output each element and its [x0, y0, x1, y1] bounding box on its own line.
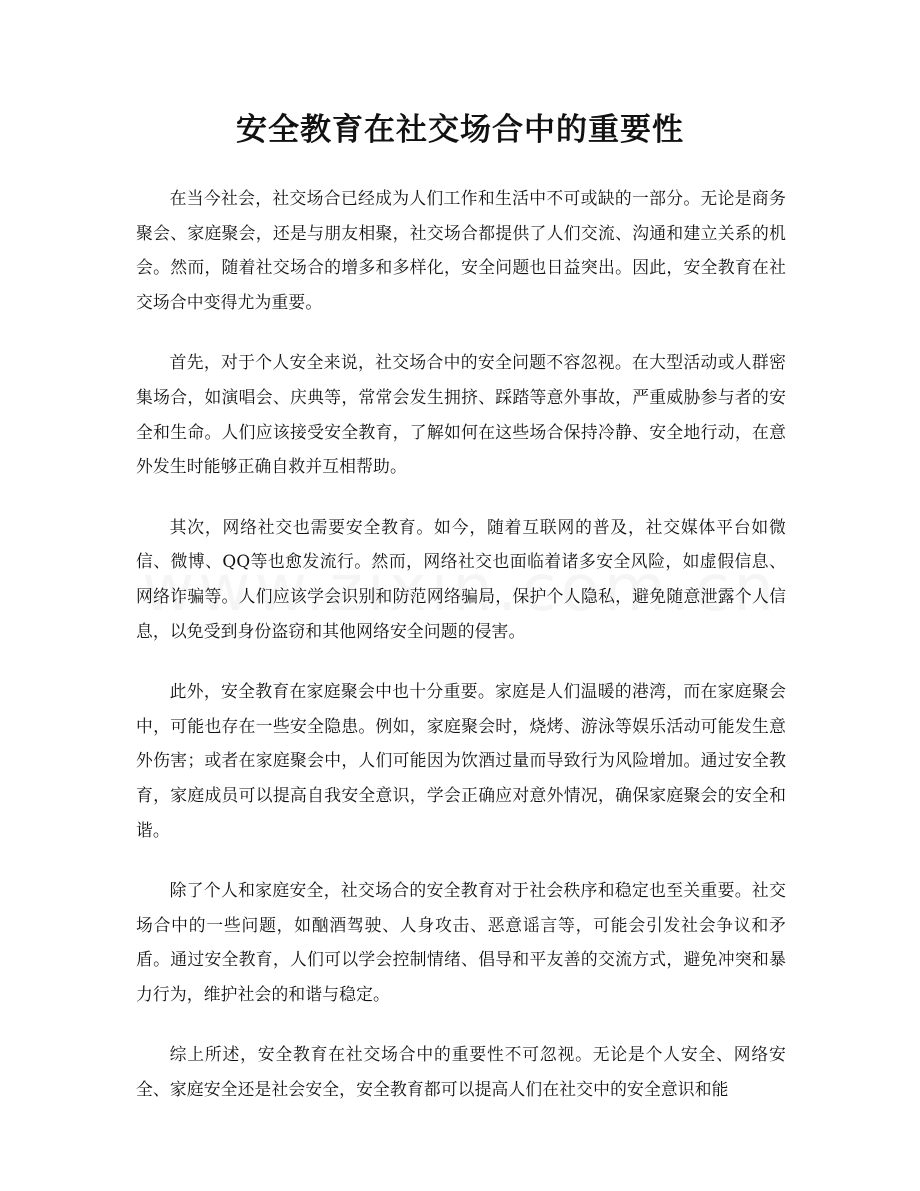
- paragraph-4: 此外，安全教育在家庭聚会中也十分重要。家庭是人们温暖的港湾，而在家庭聚会中，可能也存在一些安全隐患。例如，家庭聚会时，烧烤、游泳等娱乐活动可能发生意外伤害；或者在家庭聚会中，人们可能因为饮酒过量而导致行为风险增加。通过安全教育，家庭成员可以提高自我安全意识，学会正确应对意外情况，确保家庭聚会的安全和谐。: [136, 681, 786, 840]
- paragraph-3: 其次，网络社交也需要安全教育。如今，随着互联网的普及，社交媒体平台如微信、微博、QQ等也愈发流行。然而，网络社交也面临着诸多安全风险，如虚假信息、网络诈骗等。人们应该学会识别和防范网络骗局，保护个人隐私，避免随意泄露个人信息，以免受到身份盗窃和其他网络安全问题的侵害。: [136, 516, 786, 641]
- paragraph-2: 首先，对于个人安全来说，社交场合中的安全问题不容忽视。在大型活动或人群密集场合，如演唱会、庆典等，常常会发生拥挤、踩踏等意外事故，严重威胁参与者的安全和生命。人们应该接受安全教育，了解如何在这些场合保持冷静、安全地行动，在意外发生时能够正确自救并互相帮助。: [136, 352, 786, 477]
- paragraph-5: 除了个人和家庭安全，社交场合的安全教育对于社会秩序和稳定也至关重要。社交场合中的一些问题，如酗酒驾驶、人身攻击、恶意谣言等，可能会引发社会争议和矛盾。通过安全教育，人们可以学会控制情绪、倡导和平友善的交流方式，避免冲突和暴力行为，维护社会的和谐与稳定。: [136, 880, 786, 1004]
- paragraph-6: 综上所述，安全教育在社交场合中的重要性不可忽视。无论是个人安全、网络安全、家庭安全还是社会安全，安全教育都可以提高人们在社交中的安全意识和能: [136, 1044, 786, 1100]
- document-body: [136, 181, 786, 1133]
- page-title: 安全教育在社交场合中的重要性: [236, 112, 684, 148]
- paragraph-1: 在当今社会，社交场合已经成为人们工作和生活中不可或缺的一部分。无论是商务聚会、家庭聚会，还是与朋友相聚，社交场合都提供了人们交流、沟通和建立关系的机会。然而，随着社交场合的增多和多样化，安全问题也日益突出。因此，安全教育在社交场合中变得尤为重要。: [136, 188, 786, 312]
